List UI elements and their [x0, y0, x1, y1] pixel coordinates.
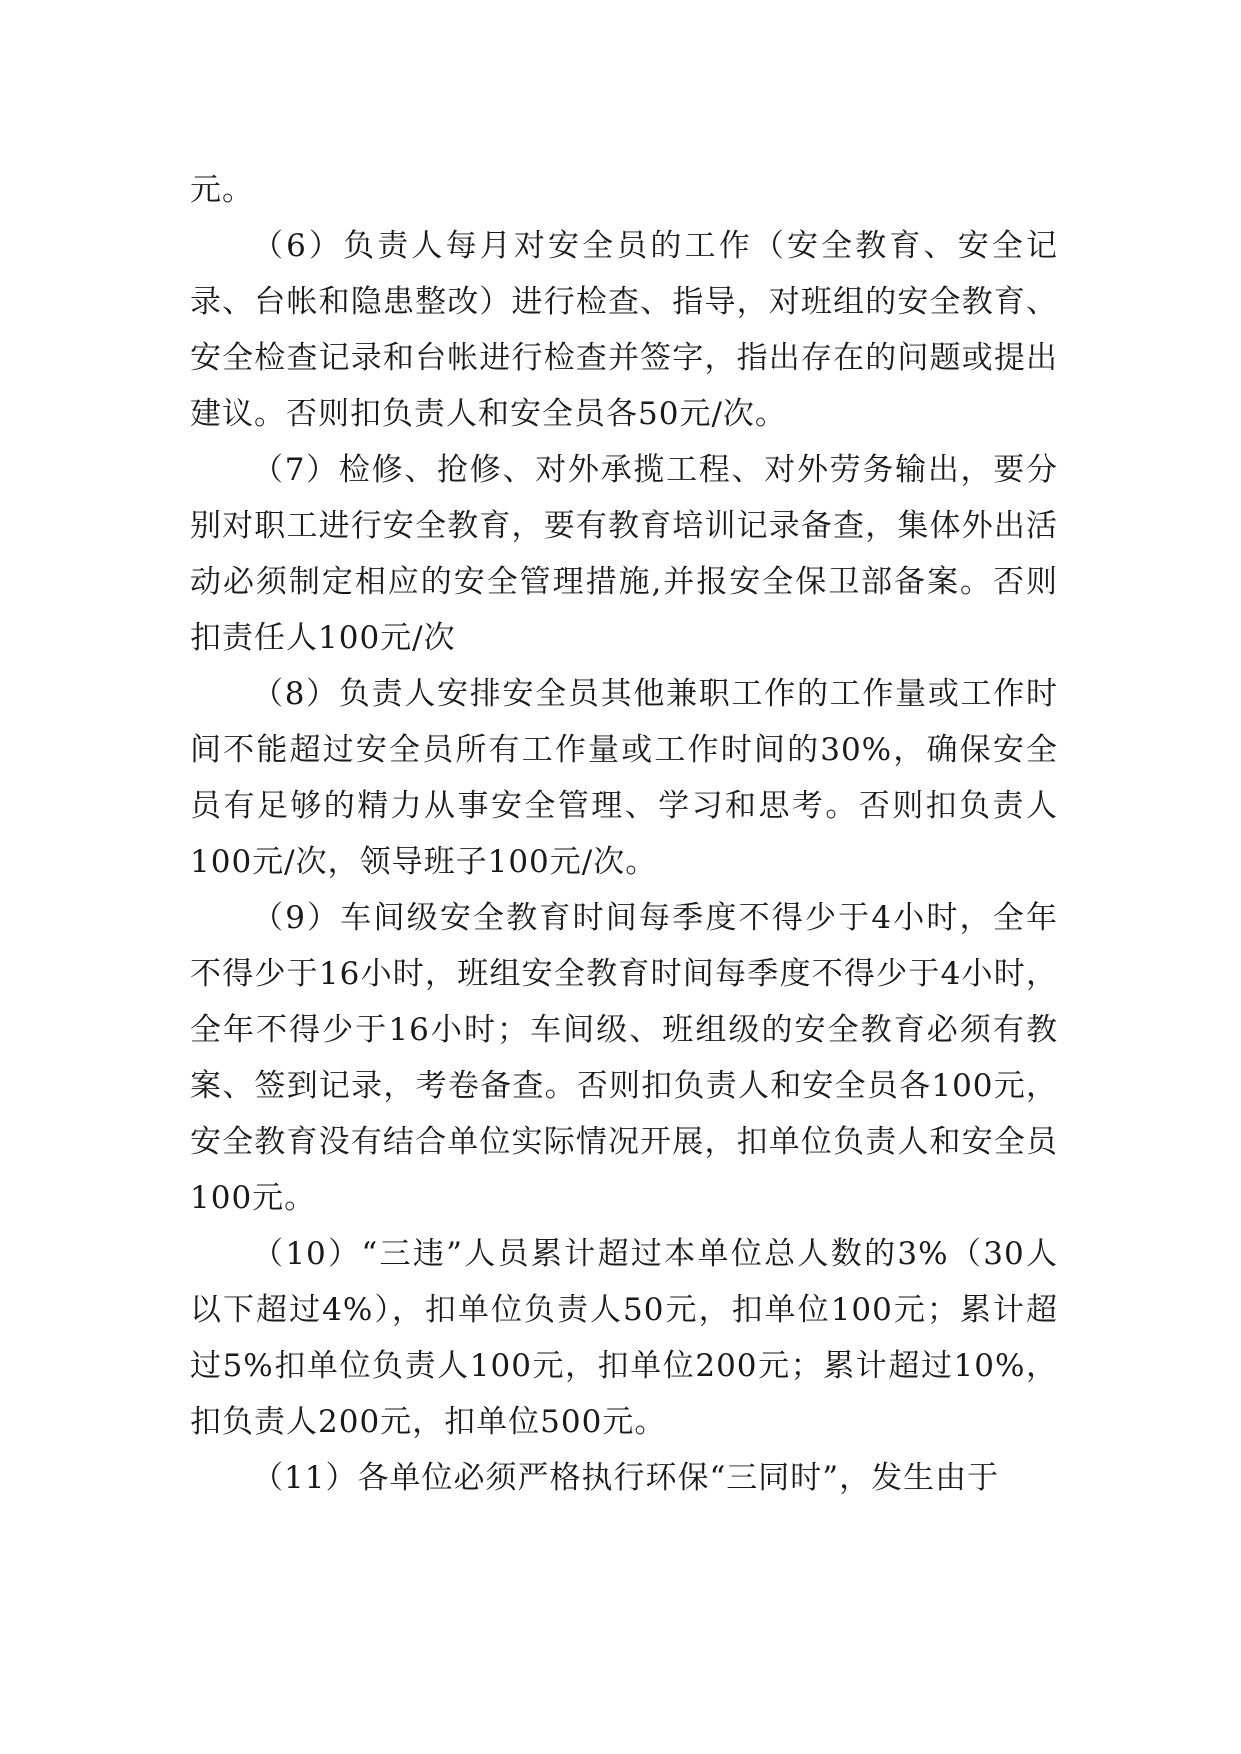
- paragraph-item-6: （6）负责人每月对安全员的工作（安全教育、安全记录、台帐和隐患整改）进行检查、指导，对班组的安全教育、安全检查记录和台帐进行检查并签字，指出存在的问题或提出建议。否则扣负责人和安全员各50元/次。: [190, 228, 1058, 432]
- paragraph-item-9: （9）车间级安全教育时间每季度不得少于4小时，全年不得少于16小时，班组安全教育时间每季度不得少于4小时，全年不得少于16小时；车间级、班组级的安全教育必须有教案、签到记录，考卷备查。否则扣负责人和安全员各100元，安全教育没有结合单位实际情况开展，扣单位负责人和安全员100元。: [190, 900, 1058, 1216]
- paragraph-item-8: （8）负责人安排安全员其他兼职工作的工作量或工作时间不能超过安全员所有工作量或工作时间的30%，确保安全员有足够的精力从事安全管理、学习和思考。否则扣负责人100元/次，领导班子100元/次。: [190, 676, 1058, 880]
- paragraph-item-11: （11）各单位必须严格执行环保“三同时”，发生由于: [252, 1460, 1000, 1496]
- document-body: [190, 162, 1058, 1506]
- paragraph-item-10: （10）“三违”人员累计超过本单位总人数的3%（30人以下超过4%），扣单位负责人50元，扣单位100元；累计超过5%扣单位负责人100元，扣单位200元；累计超过10%，扣负责人200元，扣单位500元。: [190, 1236, 1058, 1440]
- paragraph-continuation: 元。: [190, 172, 254, 208]
- paragraph-item-7: （7）检修、抢修、对外承揽工程、对外劳务输出，要分别对职工进行安全教育，要有教育培训记录备查，集体外出活动必须制定相应的安全管理措施,并报安全保卫部备案。否则扣责任人100元/次: [190, 452, 1058, 656]
